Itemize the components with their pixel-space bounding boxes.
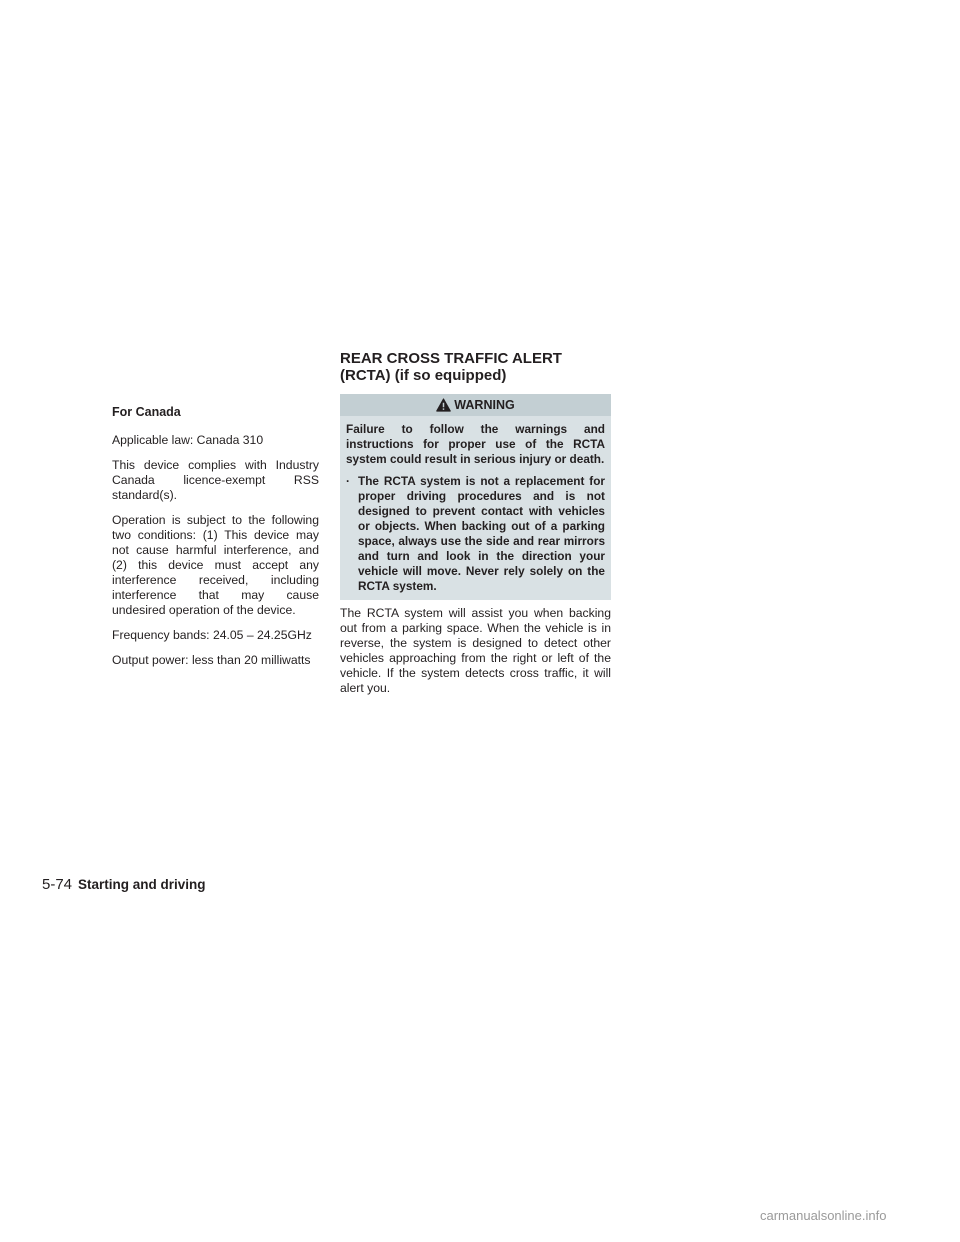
right-column bbox=[340, 350, 611, 706]
rcta-description: The RCTA system will assist you when backing out from a parking space. When the vehicle is in reverse, the system is designed to detect other vehicles approaching from the right or left of the vehicle. If the system detects cross traffic, it will alert you. bbox=[340, 606, 611, 695]
warning-bullet-text: The RCTA system is not a replacement for proper driving procedures and is not designed to prevent contact with vehicles or objects. When backing out of a parking space, always use the side and rear mirrors and turn and look in the direction your vehicle will move. Never rely solely on the RCTA system. bbox=[358, 474, 605, 593]
paragraph-output-power: Output power: less than 20 milliwatts bbox=[112, 653, 311, 667]
for-canada-heading: For Canada bbox=[112, 405, 181, 419]
left-column bbox=[112, 404, 319, 678]
paragraph-compliance: This device complies with Industry Canada licence-exempt RSS standard(s). bbox=[112, 458, 319, 502]
chapter-title: Starting and driving bbox=[78, 877, 206, 892]
bullet-mark: · bbox=[346, 474, 350, 488]
warning-bullet bbox=[346, 474, 605, 594]
watermark: carmanualsonline.info bbox=[760, 1208, 887, 1223]
warning-box bbox=[340, 394, 611, 600]
warning-intro: Failure to follow the warnings and instructions for proper use of the RCTA system could result in serious injury or death. bbox=[346, 422, 605, 466]
section-title bbox=[340, 350, 611, 384]
page-footer bbox=[42, 876, 206, 893]
paragraph-applicable-law: Applicable law: Canada 310 bbox=[112, 433, 264, 447]
section-title-line-2: (RCTA) (if so equipped) bbox=[340, 367, 507, 384]
paragraph-operation-conditions: Operation is subject to the following two conditions: (1) This device may not cause harmful interference, and (2) this device must accept any interference received, including interference that may cause undesired operation of the device. bbox=[112, 513, 319, 617]
paragraph-frequency-bands: Frequency bands: 24.05 – 24.25GHz bbox=[112, 628, 312, 642]
warning-triangle-icon bbox=[436, 398, 451, 412]
warning-title: WARNING bbox=[454, 398, 515, 412]
section-title-line-1: REAR CROSS TRAFFIC ALERT bbox=[340, 350, 562, 367]
warning-header bbox=[340, 394, 611, 416]
page-number: 5-74 bbox=[42, 876, 73, 893]
